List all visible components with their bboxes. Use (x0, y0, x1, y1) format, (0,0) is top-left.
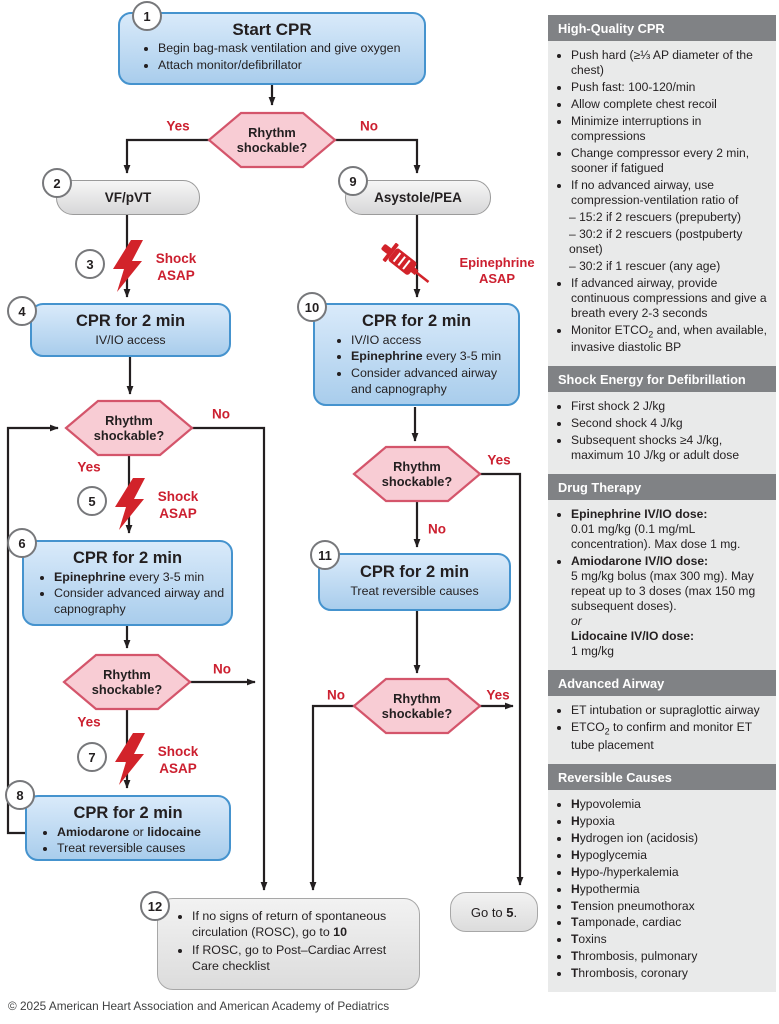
bullet-item: • IV/IO access (351, 333, 512, 349)
step10-bullets (321, 333, 512, 398)
list-item: • Amiodarone IV/IO dose: 5 mg/kg bolus (max 300 mg). May repeat up to 3 doses (max 150 mg subsequent doses). or Lidocaine IV/IO dose: 1 mg/kg (571, 554, 770, 659)
goto-5-box (450, 892, 538, 932)
epinephrine-asap-label: Epinephrine ASAP (459, 254, 535, 286)
drug-therapy-list (556, 507, 770, 659)
decision3-no-label: No (213, 661, 231, 677)
list-item: • Minimize interruptions in compressions (571, 114, 770, 144)
arrow-decision5-no-to-box12 (313, 706, 354, 890)
advanced-airway-list (556, 703, 770, 753)
decision1-label: Rhythm shockable? (236, 124, 308, 155)
step11-subline: Treat reversible causes (350, 583, 479, 598)
arrow-yes-line-to-goto5 (480, 474, 520, 885)
list-item: • Hypo-/hyperkalemia (571, 865, 770, 880)
step-circle-11: 11 (310, 540, 340, 570)
list-item: • Change compressor every 2 min, sooner if fatigued (571, 146, 770, 176)
step10-cpr-box (313, 303, 520, 406)
list-item: • $ETCO_2$ to confirm and monitor ET tube placement (571, 720, 770, 753)
step-circle-1: 1 (132, 1, 162, 31)
step4-subline: IV/IO access (95, 332, 166, 347)
list-item: • Push hard (≥⅓ AP diameter of the chest) (571, 48, 770, 78)
step-circle-2: 2 (42, 168, 72, 198)
arrow-yes-to-vfpvt (127, 140, 209, 173)
sidebar-section-body-reversible-causes (548, 790, 776, 993)
step-circle-10: 10 (297, 292, 327, 322)
bullet-item: • Treat reversible causes (57, 841, 223, 857)
copyright-text: © 2025 American Heart Association and American Academy of Pediatrics (8, 999, 390, 1013)
step2-label: VF/pVT (104, 190, 152, 205)
decision2-label: Rhythm shockable? (93, 412, 165, 443)
step-circle-3: 3 (75, 249, 105, 279)
list-item: – 15:2 if 2 rescuers (prepuberty) (569, 209, 742, 224)
high-quality-cpr-list (556, 48, 770, 355)
list-item: • If no advanced airway, use compression-ventilation ratio of (571, 178, 770, 208)
decision1-yes-label: Yes (166, 118, 190, 134)
list-item: • Second shock 4 J/kg (571, 416, 770, 431)
decision2-no-label: No (212, 406, 230, 422)
decision1-no-label: No (360, 118, 378, 134)
step11-cpr-box (318, 553, 511, 611)
sidebar-section-title-advanced-airway: Advanced Airway (548, 670, 776, 696)
step-circle-6: 6 (7, 528, 37, 558)
shock-asap-label-5: Shock ASAP (157, 489, 199, 521)
sidebar-section-body-drug-therapy (548, 500, 776, 670)
list-item: • If advanced airway, provide continuous compressions and give a breath every 2-3 seconds (571, 276, 770, 321)
list-item: • Hypothermia (571, 882, 770, 897)
bullet-item: • Begin bag-mask ventilation and give oxygen (158, 41, 414, 57)
bullet-item: • If ROSC, go to Post–Cardiac Arrest Care checklist (192, 943, 409, 974)
decision5-no-label: No (327, 687, 345, 703)
step11-title: CPR for 2 min (359, 563, 470, 581)
goto-5-label: Go to 5. (470, 904, 518, 920)
list-item: • Epinephrine IV/IO dose: 0.01 mg/kg (0.1 mg/mL concentration). Max dose 1 mg. (571, 507, 770, 552)
decision3-yes-label: Yes (77, 714, 101, 730)
shock-bolt-icon-7 (115, 733, 145, 785)
reference-sidebar (548, 15, 776, 992)
syringe-icon (376, 238, 435, 291)
list-item: • Tension pneumothorax (571, 899, 770, 914)
list-item: • ET intubation or supraglottic airway (571, 703, 770, 718)
step9-label: Asystole/PEA (374, 190, 462, 205)
step8-bullets (33, 825, 223, 857)
shock-asap-label-3: Shock ASAP (155, 251, 197, 283)
list-item: • Hypoglycemia (571, 848, 770, 863)
step6-bullets (30, 570, 225, 618)
step12-rosc-box (157, 898, 420, 990)
bullet-item: • Epinephrine every 3-5 min (54, 570, 225, 586)
arrow-box8-loop-to-decision2 (8, 428, 58, 833)
sidebar-section-body-shock-energy (548, 392, 776, 474)
sidebar-section-title-shock-energy: Shock Energy for Defibrillation (548, 366, 776, 392)
step1-start-cpr-box (118, 12, 426, 85)
decision4-yes-label: Yes (487, 452, 511, 468)
list-item: • Hypoxia (571, 814, 770, 829)
step4-cpr-box (30, 303, 231, 357)
step6-cpr-box (22, 540, 233, 626)
step1-bullets (130, 41, 414, 73)
bullet-item: • Amiodarone or lidocaine (57, 825, 223, 841)
step-circle-12: 12 (140, 891, 170, 921)
list-item: • Thrombosis, coronary (571, 966, 770, 981)
step-circle-5: 5 (77, 486, 107, 516)
step-circle-9: 9 (338, 166, 368, 196)
step1-title: Start CPR (232, 20, 312, 39)
list-item: – 30:2 if 2 rescuers (postpuberty onset) (569, 226, 743, 256)
shock-energy-list (556, 399, 770, 463)
decision4-label: Rhythm shockable? (381, 458, 453, 489)
list-item: • Subsequent shocks ≥4 J/kg, maximum 10 J/kg or adult dose (571, 433, 770, 463)
list-item: • Allow complete chest recoil (571, 97, 770, 112)
list-item: • Thrombosis, pulmonary (571, 949, 770, 964)
step-circle-8: 8 (5, 780, 35, 810)
sidebar-section-title-high-quality-cpr: High-Quality CPR (548, 15, 776, 41)
step2-vfpvt-box (56, 180, 200, 215)
list-item: • Toxins (571, 932, 770, 947)
list-item: • Hydrogen ion (acidosis) (571, 831, 770, 846)
decision2-yes-label: Yes (77, 459, 101, 475)
list-item: • Tamponade, cardiac (571, 915, 770, 930)
list-item: • Hypovolemia (571, 797, 770, 812)
bullet-item: • Attach monitor/defibrillator (158, 58, 414, 74)
bullet-item: • Consider advanced airway and capnography (54, 586, 225, 617)
sidebar-section-body-advanced-airway (548, 696, 776, 764)
list-item: • Monitor $ETCO_2$ and, when available, invasive diastolic BP (571, 323, 770, 356)
shock-asap-label-7: Shock ASAP (157, 744, 199, 776)
list-item: • First shock 2 J/kg (571, 399, 770, 414)
bullet-item: • If no signs of return of spontaneous circulation (ROSC), go to 10 (192, 909, 409, 940)
step8-cpr-box (25, 795, 231, 861)
step-circle-4: 4 (7, 296, 37, 326)
decision3-label: Rhythm shockable? (91, 666, 163, 697)
decision4-no-label: No (428, 521, 446, 537)
step6-title: CPR for 2 min (72, 549, 183, 567)
decision5-yes-label: Yes (486, 687, 510, 703)
step4-title: CPR for 2 min (75, 312, 186, 330)
sidebar-section-title-drug-therapy: Drug Therapy (548, 474, 776, 500)
bullet-item: • Consider advanced airway and capnography (351, 366, 512, 397)
list-item: – 30:2 if 1 rescuer (any age) (569, 258, 721, 273)
sidebar-section-title-reversible-causes: Reversible Causes (548, 764, 776, 790)
sidebar-section-body-high-quality-cpr (548, 41, 776, 366)
reversible-causes-list (556, 797, 770, 982)
bullet-item: • Epinephrine every 3-5 min (351, 349, 512, 365)
decision5-label: Rhythm shockable? (381, 690, 453, 721)
step12-bullets (164, 909, 409, 975)
step-circle-7: 7 (77, 742, 107, 772)
list-item: • Push fast: 100-120/min (571, 80, 770, 95)
step8-title: CPR for 2 min (73, 804, 183, 822)
step10-title: CPR for 2 min (361, 312, 472, 330)
